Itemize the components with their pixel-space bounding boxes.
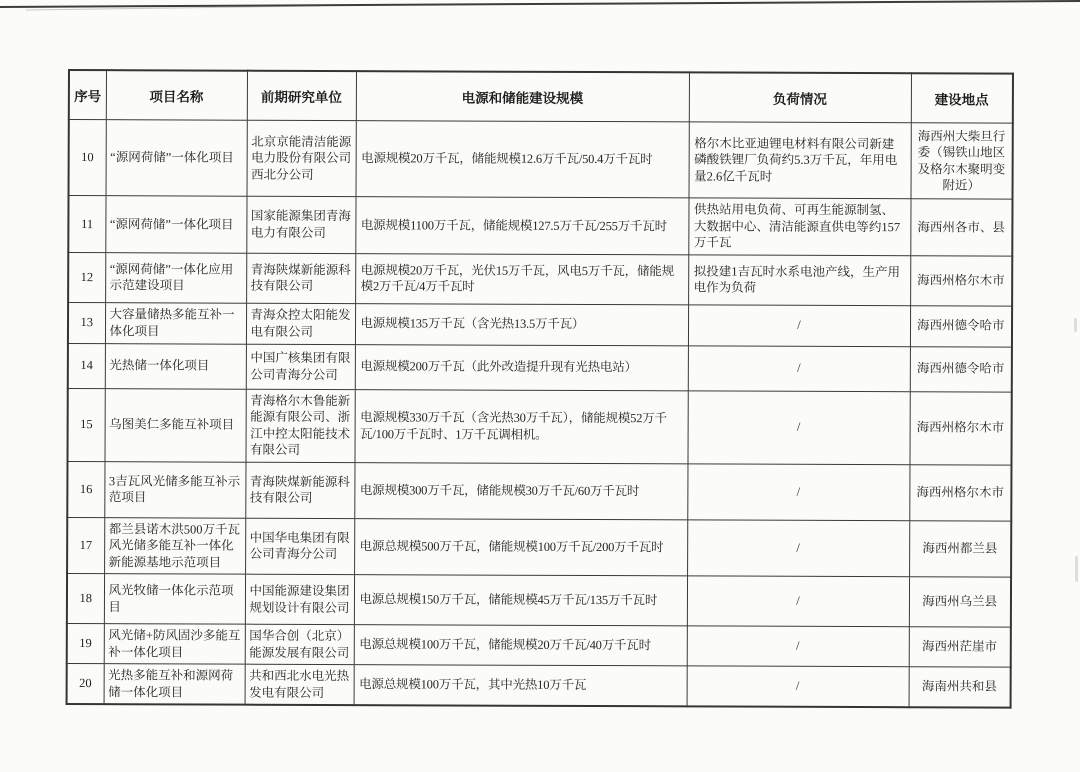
cell-load: /: [687, 463, 909, 520]
cell-seq-number: 20: [67, 663, 104, 704]
cell-load: 供热站用电负荷、可再生能源制氢、大数据中心、清洁能源直供电等约157万千瓦: [688, 198, 910, 255]
cell-load: /: [688, 304, 910, 346]
cell-seq-number: 17: [67, 517, 104, 574]
cell-project-name: 风光储+防风固沙多能互补一体化项目: [104, 624, 245, 665]
cell-scale: 电源规模20万千瓦，光伏15万千瓦，风电5万千瓦，储能规模2万千瓦/4万千瓦时: [355, 253, 688, 304]
scan-right-mark: [1074, 318, 1077, 332]
cell-scale: 电源规模200万千瓦（此外改造提升现有光热电站）: [355, 344, 688, 390]
table-row: [67, 663, 1011, 707]
table-row: [67, 388, 1011, 465]
cell-seq-number: 16: [67, 461, 104, 517]
cell-scale: 电源规模300万千瓦，储能规模30万千瓦/60万千瓦时: [354, 462, 687, 519]
table-body: [67, 120, 1013, 708]
cell-research-unit: 中国能源建设集团规划设计有限公司: [245, 574, 354, 624]
cell-research-unit: 青海众控太阳能发电有限公司: [246, 303, 355, 344]
cell-scale: 电源总规模100万千瓦，储能规模20万千瓦/40万千瓦时: [354, 625, 687, 666]
cell-scale: 电源总规模500万千瓦，储能规模100万千瓦/200万千瓦时: [354, 518, 687, 576]
cell-location: 海西州德令哈市: [910, 346, 1012, 391]
cell-load: /: [687, 666, 909, 707]
cell-seq-number: 18: [67, 574, 104, 624]
cell-load: 格尔木比亚迪锂电材料有限公司新建磷酸铁锂厂负荷约5.3万千瓦，年用电量2.6亿千瓦时: [689, 122, 911, 199]
cell-location: 海西州格尔木市: [909, 391, 1011, 464]
cell-research-unit: 共和西北水电光热发电有限公司: [245, 664, 354, 705]
header-seq-number: 序号: [69, 70, 106, 120]
cell-seq-number: 11: [68, 196, 105, 253]
cell-research-unit: 青海陕煤新能源科技有限公司: [245, 462, 354, 518]
scan-edge-line: [0, 0, 1080, 16]
cell-research-unit: 中国广核集团有限公司青海分公司: [246, 344, 355, 389]
cell-load: /: [688, 345, 910, 391]
cell-scale: 电源总规模100万千瓦，其中光热10万千瓦: [354, 665, 687, 707]
scan-top-edge-artifact: [0, 0, 1080, 16]
header-project-name: 项目名称: [106, 70, 247, 120]
header-load: 负荷情况: [689, 72, 911, 122]
cell-scale: 电源总规模150万千瓦，储能规模45万千瓦/135万千瓦时: [354, 575, 687, 626]
cell-scale: 电源规模1100万千瓦，储能规模127.5万千瓦/255万千瓦时: [355, 197, 688, 255]
cell-seq-number: 13: [68, 302, 105, 343]
cell-research-unit: 中国华电集团有限公司青海分公司: [245, 518, 354, 575]
cell-seq-number: 14: [68, 343, 105, 388]
table-row: [67, 574, 1011, 628]
cell-scale: 电源规模20万千瓦，储能规模12.6万千瓦/50.4万千瓦时: [356, 121, 689, 198]
cell-load: 拟投建1吉瓦时水系电池产线，生产用电作为负荷: [688, 254, 910, 305]
table-row: [67, 623, 1011, 667]
cell-load: /: [687, 390, 909, 464]
header-research-unit: 前期研究单位: [247, 71, 356, 121]
cell-location: 海西州茫崖市: [909, 627, 1011, 667]
cell-load: /: [687, 519, 909, 576]
table-row: [69, 120, 1013, 200]
cell-project-name: 乌图美仁多能互补项目: [104, 388, 245, 462]
table-header-row: [69, 70, 1013, 123]
cell-research-unit: 国家能源集团青海电力有限公司: [246, 196, 355, 253]
cell-project-name: “源网荷储”一体化项目: [105, 196, 246, 253]
cell-load: /: [687, 626, 909, 667]
cell-location: 海南州共和县: [909, 667, 1011, 708]
table-row: [68, 252, 1012, 306]
cell-seq-number: 10: [69, 120, 106, 196]
cell-seq-number: 12: [68, 252, 105, 302]
cell-scale: 电源规模135万千瓦（含光热13.5万千瓦）: [355, 303, 688, 345]
table-row: [68, 343, 1012, 392]
cell-location: 海西州乌兰县: [909, 577, 1011, 627]
table-row: [67, 461, 1011, 521]
table-row: [67, 517, 1011, 577]
cell-seq-number: 19: [67, 623, 104, 663]
cell-research-unit: 北京京能清洁能源电力股份有限公司西北分公司: [247, 120, 356, 196]
cell-location: 海西州各市、县: [910, 199, 1012, 256]
cell-project-name: 光热多能互补和源网荷储一体化项目: [104, 664, 245, 705]
cell-scale: 电源规模330万千瓦（含光热30万千瓦），储能规模52万千瓦/100万千瓦时、1万千瓦调相机。: [354, 389, 687, 463]
cell-location: 海西州大柴旦行委（锡铁山地区及格尔木聚明变附近）: [911, 123, 1013, 199]
cell-location: 海西州德令哈市: [910, 305, 1012, 346]
scan-right-mark: [1075, 556, 1078, 582]
cell-location: 海西州格尔木市: [909, 464, 1011, 520]
cell-load: /: [687, 576, 909, 627]
cell-research-unit: 青海陕煤新能源科技有限公司: [246, 253, 355, 303]
table-row: [68, 196, 1012, 256]
cell-seq-number: 15: [67, 388, 104, 461]
cell-project-name: 大容量储热多能互补一体化项目: [105, 302, 246, 344]
table-row: [68, 302, 1012, 347]
cell-project-name: 都兰县诺木洪500万千瓦风光储多能互补一体化新能源基地示范项目: [104, 517, 245, 574]
cell-location: 海西州都兰县: [909, 520, 1011, 577]
projects-table: [66, 69, 1014, 709]
cell-project-name: 光热储一体化项目: [105, 343, 246, 389]
cell-research-unit: 青海格尔木鲁能新能源有限公司、浙江中控太阳能技术有限公司: [245, 389, 354, 462]
cell-research-unit: 国华合创（北京）能源发展有限公司: [245, 624, 354, 664]
cell-project-name: 3吉瓦风光储多能互补示范项目: [104, 461, 245, 518]
cell-project-name: “源网荷储”一体化项目: [106, 120, 247, 197]
cell-location: 海西州格尔木市: [910, 255, 1012, 305]
cell-project-name: “源网荷储”一体化应用示范建设项目: [105, 252, 246, 303]
cell-project-name: 风光牧储一体化示范项目: [104, 574, 245, 625]
header-location: 建设地点: [911, 73, 1013, 123]
header-scale: 电源和储能建设规模: [356, 71, 689, 122]
